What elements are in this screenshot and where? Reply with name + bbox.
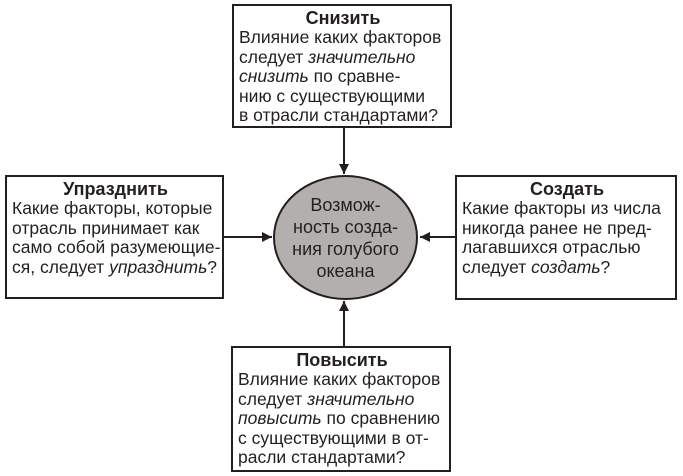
text-line: с существующими в от-: [238, 427, 429, 448]
create-box-body: [462, 199, 672, 277]
text-line: следует значительно: [238, 388, 415, 409]
text-line: океана: [316, 260, 375, 281]
text-line: ность созда-: [293, 216, 398, 237]
text-line: расли стандартами?: [238, 447, 406, 467]
text-line: Какие факторы, которые: [12, 198, 213, 218]
reduce-box: [232, 4, 452, 128]
blue-ocean-ellipse: [273, 175, 418, 300]
text-line: снизить по сравне-: [239, 66, 401, 86]
raise-box: [231, 346, 451, 472]
text-line: нию с существующими: [239, 85, 426, 106]
raise-box-title: Повысить: [296, 350, 388, 370]
text-line: ся, следует упразднить?: [12, 256, 218, 277]
text-line: Возмож-: [310, 194, 381, 215]
text-line: лагавшихся отраслью: [462, 237, 641, 257]
eliminate-box-body: [12, 199, 219, 277]
eliminate-box-title: Упразднить: [63, 179, 168, 199]
text-line: повысить по сравнению: [238, 408, 441, 428]
eliminate-box: [5, 175, 224, 299]
text-line: в отрасли стандартами?: [239, 105, 438, 125]
reduce-box-body: [239, 28, 447, 126]
text-line: никогда ранее не пред-: [462, 217, 652, 238]
text-line: Какие факторы из числа: [462, 198, 661, 218]
text-line: Влияние каких факторов: [238, 369, 441, 389]
text-line: ния голубого: [292, 238, 399, 259]
create-box-title: Создать: [529, 179, 605, 199]
text-line: следует значительно: [239, 46, 416, 67]
text-line: отрасль принимает как: [12, 217, 200, 238]
text-line: Влияние каких факторов: [239, 27, 442, 47]
reduce-box-title: Снизить: [305, 8, 381, 28]
blue-ocean-ellipse-label: [292, 194, 399, 282]
text-line: само собой разумеющие-: [12, 237, 221, 257]
create-box: [455, 175, 677, 300]
text-line: следует создать?: [462, 256, 611, 277]
raise-box-body: [238, 370, 446, 468]
